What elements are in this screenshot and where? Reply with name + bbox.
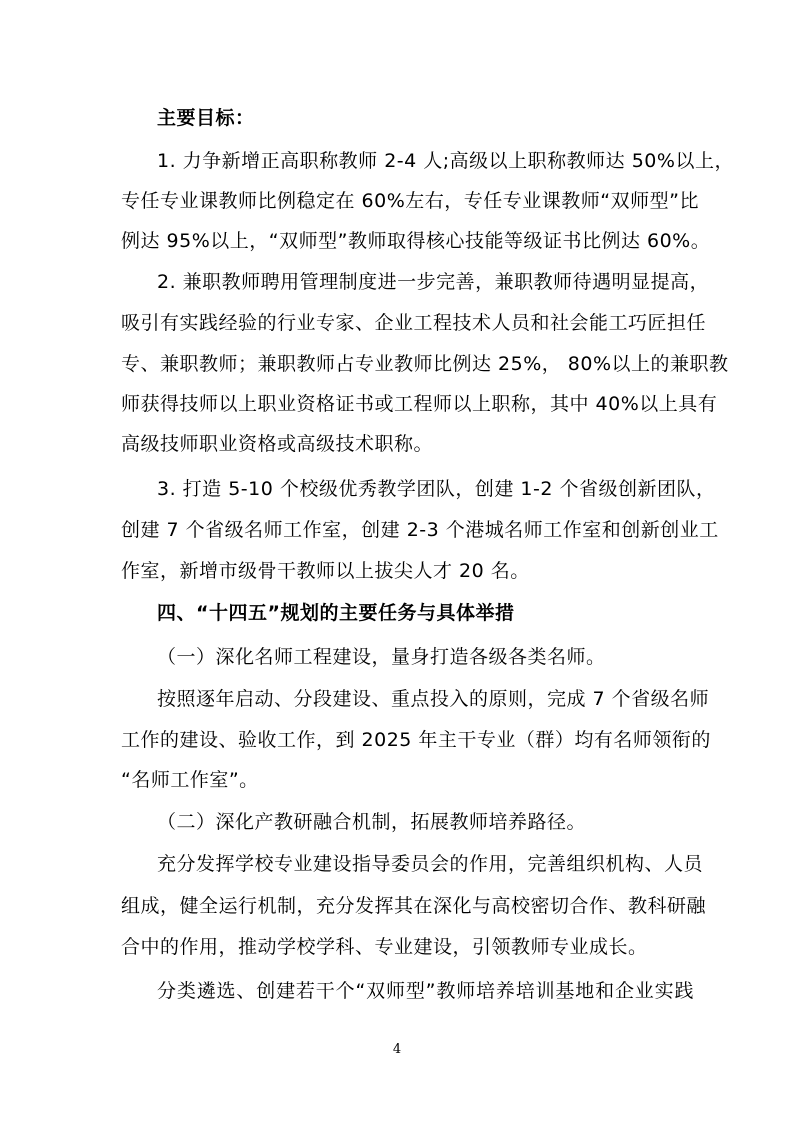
goal-3-line-3: 作室，新增市级骨干教师以上拔尖人才 20 名。 — [121, 560, 530, 582]
goal-1-line-3: 例达 95%以上，“双师型”教师取得核心技能等级证书比例达 60%。 — [121, 230, 711, 252]
paragraph-1-line-3: “名师工作室”。 — [121, 769, 259, 791]
paragraph-2-line-2: 组成，健全运行机制，充分发挥其在深化与高校密切合作、教科研融 — [121, 895, 707, 917]
section-heading-main-goals: 主要目标： — [157, 107, 255, 129]
subsection-heading-1: （一）深化名师工程建设，量身打造各级各类名师。 — [157, 646, 606, 668]
goal-2-line-2: 吸引有实践经验的行业专家、企业工程技术人员和社会能工巧匠担任 — [121, 312, 707, 334]
subsection-heading-2: （二）深化产教研融合机制，拓展教师培养路径。 — [157, 811, 587, 833]
goal-2-line-3: 专、兼职教师；兼职教师占专业教师比例达 25%， 80%以上的兼职教 — [121, 353, 729, 375]
goal-2-line-4: 师获得技师以上职业资格证书或工程师以上职称，其中 40%以上具有 — [121, 393, 718, 415]
goal-1-line-1: 1. 力争新增正高职称教师 2-4 人;高级以上职称教师达 50%以上， — [157, 150, 734, 172]
paragraph-1-line-1: 按照逐年启动、分段建设、重点投入的原则，完成 7 个省级名师 — [157, 688, 710, 710]
paragraph-2-line-1: 充分发挥学校专业建设指导委员会的作用，完善组织机构、人员 — [157, 853, 704, 875]
page-number: 4 — [392, 1042, 402, 1057]
paragraph-1-line-2: 工作的建设、验收工作，到 2025 年主干专业（群）均有名师领衔的 — [121, 729, 711, 751]
goal-2-line-5: 高级技师职业资格或高级技术职称。 — [121, 433, 434, 455]
paragraph-2-line-3: 合中的作用，推动学校学科、专业建设，引领教师专业成长。 — [121, 936, 648, 958]
goal-2-line-1: 2. 兼职教师聘用管理制度进一步完善，兼职教师待遇明显提高， — [157, 271, 710, 293]
paragraph-3-line-1: 分类遴选、创建若干个“双师型”教师培养培训基地和企业实践 — [157, 980, 694, 1002]
goal-3-line-1: 3. 打造 5-10 个校级优秀教学团队，创建 1-2 个省级创新团队， — [157, 478, 716, 500]
goal-3-line-2: 创建 7 个省级名师工作室，创建 2-3 个港城名师工作室和创新创业工 — [121, 519, 719, 541]
section-heading-main-tasks: 四、“十四五”规划的主要任务与具体举措 — [157, 602, 515, 624]
goal-1-line-2: 专任专业课教师比例稳定在 60%左右，专任专业课教师“双师型”比 — [121, 190, 699, 212]
